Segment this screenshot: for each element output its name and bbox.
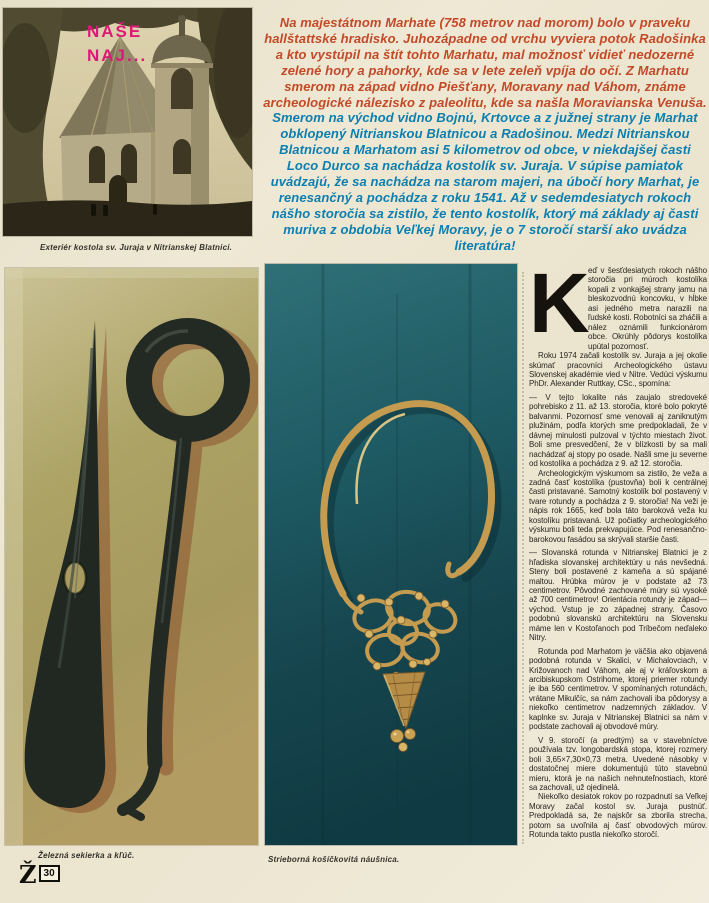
intro-orange-segment: Na majestátnom Marhate (758 metrov nad morom) bolo v praveku hallštattské hradisko. Juhozápadne od vrchu vyviera potok Radošinka a kto vystúpil na štít tohto Marhatu, mal možnosť vidieť nedozerné zelené hory a pahorky, kde sa v lete zeleň vpíja do očí. Z Marhatu smerom na západ vidno Piešťany, Moravany nad Váhom, známe archeologické nálezisko z paleolitu, kde sa našla Moravianska Venuša. xyxy=(263,15,707,110)
article-paragraph: Archeologickým výskumom sa zistilo, že veža a zadná časť kostolíka (pustovňa) boli k centrálnej časti pristavané. Samotný kostolík bol postavený v tvare rotundy a pochádza z 9. storočia! Na veži je nápis rok 1665, keď bola táto baroková veža ku kostolíku pristavaná. Už počiatky archeologického výskumu boli teda prekvapujúce. Pod renesančno-barokovou fasádou sa skrývali staršie časti. xyxy=(529,468,707,544)
drop-cap: K xyxy=(529,266,590,350)
church-photo xyxy=(3,8,252,236)
nase-naj-headline xyxy=(87,20,147,68)
article-paragraph: V 9. storočí (a predtým) sa v stavebníctve používala tzv. longobardská stopa, ktorej rozmery boli 3,65×7,30×0,73 metra. Uvedené násobky v dostatočnej miere dokumentujú túto stavebnú mieru, ktorá je na našich nehnuteľnostiach, ktoré sa zachovali, už ojedinelá. xyxy=(529,735,707,793)
axe-key-photo-art xyxy=(5,268,258,845)
intro-paragraph xyxy=(262,15,708,254)
headline-line1: NAŠE xyxy=(87,22,143,41)
column-divider xyxy=(522,272,524,844)
page-number: 30 xyxy=(39,865,60,882)
earring-photo xyxy=(265,264,517,845)
article-paragraph: — Slovanská rotunda v Nitrianskej Blatnici je z hľadiska slovanskej architektúry u nás nevšedná. Steny boli postavené z kameňa a sú spájané maltou. Hrúbka múrov je v podstate až 73 centimetrov. Pôvodné zachované múry sú vysoké až 700 centimetrov! Orientácia rotundy je západ—východ. Vstup je zo západnej strany. Časovo podobnú slovanskú architektúru na Slovensku máme len v Kostoľanoch pod Tríbečom neďaleko Nitry. xyxy=(529,548,707,643)
logo-letter: Ž xyxy=(19,860,37,889)
church-caption: Exteriér kostola sv. Juraja v Nitrianskej Blatnici. xyxy=(40,243,233,252)
magazine-logo xyxy=(19,860,60,889)
earring-photo-art xyxy=(265,264,517,845)
article-paragraph: Roku 1974 začali kostolík sv. Juraja a jej okolie skúmať pracovníci Archeologického ústavu Slovenskej akadémie vied v Nitre. Vedúci výskumu PhDr. Alexander Ruttkay, CSc., spomína: xyxy=(529,351,707,389)
article-paragraph: Niekoľko desiatok rokov po rozpadnutí sa Veľkej Moravy začal kostol sv. Juraja pustnúť. Predpokladá sa, že najskôr sa zborila strecha, potom sa uvoľnila aj časť obvodových múrov. Rotunda takto pustla niekoľko storočí. xyxy=(529,792,707,840)
article-paragraph: Rotunda pod Marhatom je väčšia ako objavená podobná rotunda v Skalici, v Michalovciach, v Križovanoch nad Váhom, ale aj v kráľovskom a arcibiskupskom Ostrihome, ktorej priemer rotundy je iba 560 centimetrov. V spomínaných rotundách, vrátane Mikulčíc, sa nám zachovali iba pôdorysy a niekoľko centimetrov nadzemných základov. V kaplnke sv. Juraja v Nitrianskej Blatnici sa nám v podstate zachovali aj obvodové múry. xyxy=(529,646,707,732)
headline-line2: NAJ... xyxy=(87,46,148,65)
article-paragraph: eď v šesťdesiatych rokoch nášho storočia pri múroch kostolíka kopali z vonkajšej strany jamu na bleskozvodnú koncovku, v hĺbke asi jedného metra narazili na ľudské kosti. Robotníci sa zháčili a nález oznámili funkcionárom obce. Okrúhly pôdorys kostolíka upútal pozornosť. xyxy=(588,266,707,351)
article-column xyxy=(529,266,707,866)
axe-caption: Železná sekierka a kľúč. xyxy=(38,851,135,860)
article-paragraph: — V tejto lokalite nás zaujalo stredoveké pohrebisko z 11. až 13. storočia, ktoré bolo pokryté balvanmi. Pozornosť sme venovali aj zaniknutým plužinám, podľa ktorých sme predpokladali, že v dávnej minulosti pulzoval v týchto miestach život. Boli sme presvedčení, že v blízkosti by sa mali nachádzať aj stopy po osade. Našli sme ju severne od kostolíka a pochádza z 9. až 12. storočia. xyxy=(529,392,707,469)
earring-caption: Strieborná košíčkovitá náušnica. xyxy=(268,855,400,864)
intro-teal-segment: Smerom na východ vidno Bojnú, Krtovce a z južnej strany je Marhat obklopený Nitrianskou Blatnicou a Radošinou. Medzi Nitrianskou Blatnicou a Marhatom asi 5 kilometrov od obce, v niekdajšej časti Loco Durco sa nachádza kostolík sv. Juraja. V súpise pamiatok uvádzajú, že sa nachádza na starom majeri, na úbočí hory Marhat, je renesančný a pochádza z roku 1541. Až v sedemdesiatych rokoch nášho storočia sa zistilo, že tento kostolík, ktorý má základy aj časti muriva z obdobia Veľkej Moravy, je o 7 storočí starší ako uvádza literatúra! xyxy=(270,110,700,253)
axe-key-photo xyxy=(5,268,258,845)
